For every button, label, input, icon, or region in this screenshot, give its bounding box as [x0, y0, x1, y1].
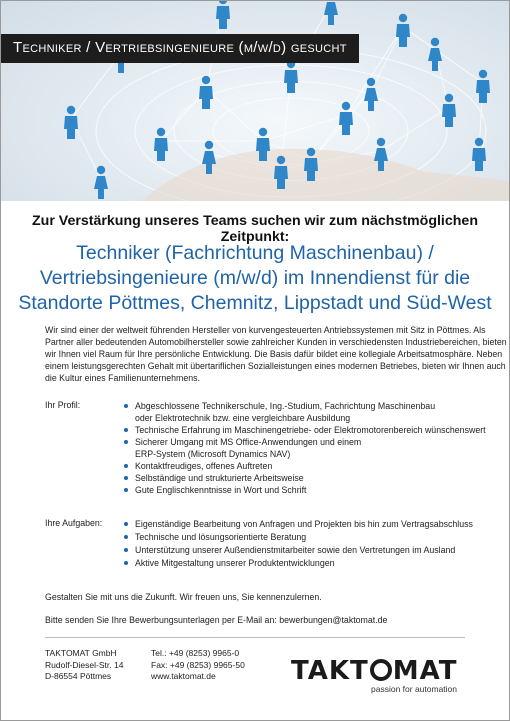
list-item: oder Elektrotechnik bzw. eine vergleichbare Ausbildung — [135, 413, 351, 423]
city: D-86554 Pöttmes — [45, 671, 112, 681]
person-icon — [324, 1, 338, 25]
headline-line: Techniker (Fachrichtung Maschinenbau) / — [76, 242, 434, 264]
person-icon — [154, 128, 168, 161]
website-link[interactable]: www.taktomat.de — [151, 671, 216, 681]
title-bar — [1, 34, 359, 63]
company-name: TAKTOMAT GmbH — [45, 648, 117, 658]
footer-address — [45, 648, 123, 683]
list-item: Unterstützung unserer Außendienstmitarbeiter sowie den Vertretungen im Ausland — [123, 544, 483, 557]
job-headline — [1, 241, 509, 316]
description-line: die Kultur eines Familienunternehmens. — [45, 373, 201, 383]
street: Rudolf-Diesel-Str. 14 — [45, 659, 124, 670]
tasks-list — [123, 518, 483, 570]
list-item: Eigenständige Bearbeitung von Anfragen und Projekten bis hin zum Vertragsabschluss — [123, 518, 483, 531]
person-icon — [364, 78, 378, 111]
description-line: Wir sind einer der weltweit führenden Hersteller von kurvengesteuerten Antriebssystemen mit Sitz in Pöttmes. Als — [45, 325, 486, 335]
tasks-label: Ihre Aufgaben: — [45, 518, 103, 528]
people-network-graphic — [1, 1, 509, 201]
hand-silhouette — [141, 149, 509, 201]
list-item: Selbständige und strukturierte Arbeitsweise — [123, 472, 483, 484]
taktomat-logo — [291, 656, 471, 696]
list-item: Kontaktfreudiges, offenes Auftreten — [123, 460, 483, 472]
company-description — [45, 324, 507, 384]
description-line: einem leistungsgerechten Gehalt mit übertariflichen Sozialleistungen eines modernen Betriebes, bieten wir Ihnen auch — [45, 361, 506, 371]
person-icon — [94, 166, 108, 199]
description-line: wir Ihnen viel Raum für Ihre persönliche Entwicklung. Die Basis dafür bildet eine kollegiale Arbeitsatmosphäre. Neben — [45, 349, 503, 359]
fax: Fax: +49 (8253) 9965-50 — [151, 659, 245, 670]
list-item: ERP-System (Microsoft Dynamics NAV) — [135, 449, 291, 459]
person-icon — [476, 70, 490, 103]
profile-list — [123, 400, 486, 496]
list-item: Gute Englischkenntnisse in Wort und Schrift — [123, 484, 483, 496]
description-line: Partner aller bedeutenden Automobilhersteller sowie zahlreicher Kunden in verschiedensten Industriebereichen, bieten — [45, 337, 507, 347]
list-item: Abgeschlossene Technikerschule, Ing.-Studium, Fachrichtung Maschinenbau — [123, 400, 483, 412]
application-text: Bitte senden Sie Ihre Bewerbungsunterlagen per E-Mail an: bewerbungen@taktomat.de — [45, 615, 388, 625]
person-icon — [199, 76, 213, 109]
list-item: Sicherer Umgang mit MS Office-Anwendungen und einem — [123, 436, 483, 448]
list-item: Aktive Mitgestaltung unserer Produktentwicklungen — [123, 557, 483, 570]
footer-divider — [45, 637, 465, 638]
headline-line: Standorte Pöttmes, Chemnitz, Lippstadt und Süd-West — [18, 292, 492, 314]
profile-label: Ihr Profil: — [45, 400, 81, 410]
footer-contact — [151, 648, 245, 683]
closing-text: Gestalten Sie mit uns die Zukunft. Wir freuen uns, Sie kennenzulernen. — [45, 592, 322, 602]
header-image — [1, 1, 509, 201]
person-icon — [428, 38, 442, 71]
headline-line: Vertriebsingenieure (m/w/d) im Innendienst für die — [39, 267, 471, 289]
list-item: Technische Erfahrung im Maschinengetriebe- oder Elektromotorenbereich wünschenswert — [123, 424, 483, 436]
logo-tagline: passion for automation — [371, 684, 457, 694]
person-icon — [64, 106, 78, 139]
list-item: Technische und lösungsorientierte Beratung — [123, 531, 483, 544]
intro-text: Zur Verstärkung unseres Teams suchen wir zum nächstmöglichen Zeitpunkt: — [32, 213, 478, 245]
person-icon — [396, 14, 410, 47]
person-icon — [216, 1, 230, 29]
phone: Tel.: +49 (8253) 9965-0 — [151, 648, 240, 658]
page-title: Techniker / Vertriebsingenieure (m/w/d) gesucht — [13, 39, 347, 56]
person-icon — [442, 94, 456, 127]
logo-wordmark: TAKT MAT — [291, 656, 458, 686]
